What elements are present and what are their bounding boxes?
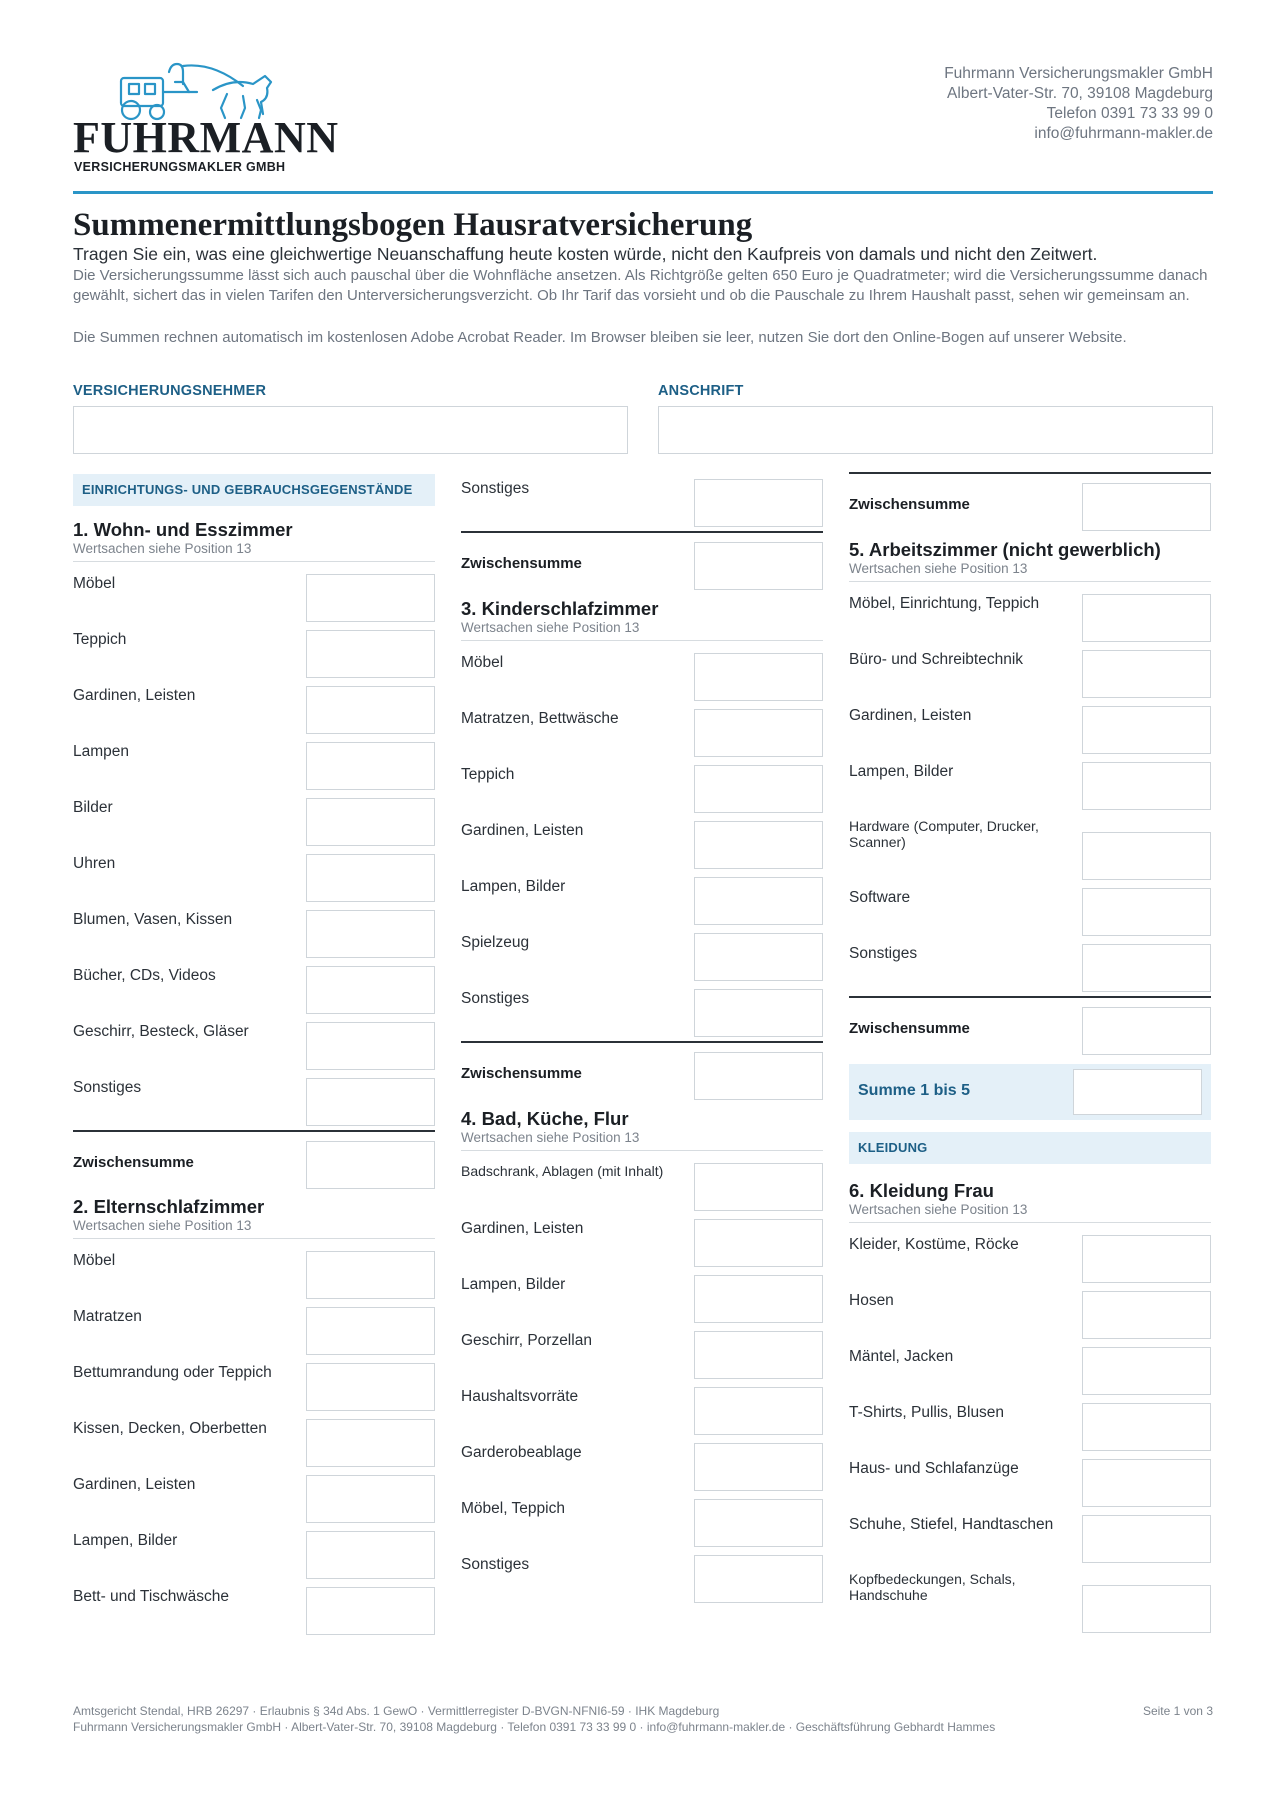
amount-input[interactable]: [306, 1078, 435, 1126]
item-label: Gardinen, Leisten: [73, 1476, 196, 1493]
item-row: [461, 989, 823, 1038]
subtotal-field: [1082, 483, 1211, 531]
item-label: Möbel: [461, 654, 504, 671]
item-label: Garderobeablage: [461, 1444, 582, 1461]
item-row: [849, 706, 1211, 755]
item-label: Badschrank, Ablagen (mit Inhalt): [461, 1163, 664, 1179]
amount-input[interactable]: [306, 1587, 435, 1635]
item-label: Möbel: [73, 575, 116, 592]
amount-input[interactable]: [306, 798, 435, 846]
amount-input[interactable]: [1082, 832, 1211, 880]
amount-input[interactable]: [306, 1419, 435, 1467]
item-row: [849, 762, 1211, 811]
group-hint: Wertsachen siehe Position 13: [461, 1130, 640, 1145]
item-label: Haus- und Schlafanzüge: [849, 1460, 1019, 1477]
subtotal-row-3: [461, 1041, 823, 1097]
company-email[interactable]: info@fuhrmann-makler.de: [1034, 125, 1213, 142]
holder-label: VERSICHERUNGSNEHMER: [73, 383, 267, 399]
info-acrobat: Die Summen rechnen automatisch im kostenlosen Adobe Acrobat Reader. Im Browser bleiben sie leer, nutzen Sie dort den Online-Bogen auf unserer Website.: [73, 329, 1127, 346]
amount-input[interactable]: [1082, 944, 1211, 992]
amount-input[interactable]: [1082, 594, 1211, 642]
amount-input[interactable]: [694, 1387, 823, 1435]
item-label: Lampen, Bilder: [461, 1276, 566, 1293]
amount-input[interactable]: [1082, 1347, 1211, 1395]
section-header-kleidung: KLEIDUNG: [849, 1132, 1211, 1164]
group-title: 6. Kleidung Frau: [849, 1180, 994, 1201]
item-row: [461, 765, 823, 814]
item-label: Matratzen: [73, 1308, 142, 1325]
item-label: Kopfbedeckungen, Schals, Handschuhe: [849, 1571, 1016, 1603]
item-row: [461, 821, 823, 870]
group-header-6: [849, 1180, 1211, 1223]
group-header-2: [73, 1196, 435, 1239]
item-row: [73, 574, 435, 623]
item-row: [849, 1347, 1211, 1396]
item-row: [849, 944, 1211, 993]
item-row: [73, 1251, 435, 1300]
amount-input[interactable]: [694, 653, 823, 701]
item-label: Gardinen, Leisten: [461, 822, 584, 839]
item-row: [461, 1163, 823, 1212]
subtotal-label: Zwischensumme: [461, 1065, 582, 1082]
item-row: [849, 818, 1211, 882]
item-row: [849, 594, 1211, 643]
amount-input[interactable]: [306, 1475, 435, 1523]
item-row: [461, 479, 823, 528]
amount-input[interactable]: [306, 1363, 435, 1411]
amount-input[interactable]: [1082, 1515, 1211, 1563]
subtotal-field: [694, 1052, 823, 1100]
page-footer: [73, 1704, 1213, 1735]
item-label: Lampen, Bilder: [73, 1532, 178, 1549]
item-label: Software: [849, 889, 911, 906]
item-row: [461, 933, 823, 982]
header-divider: [73, 191, 1213, 194]
amount-input[interactable]: [694, 765, 823, 813]
item-label: Bilder: [73, 799, 113, 816]
group-title: 4. Bad, Küche, Flur: [461, 1108, 629, 1129]
item-label: Bett- und Tischwäsche: [73, 1588, 229, 1605]
item-row: [849, 1235, 1211, 1284]
company-street: Albert-Vater-Str. 70, 39108 Magdeburg: [947, 85, 1213, 102]
item-row: [461, 709, 823, 758]
lead-text: Tragen Sie ein, was eine gleichwertige Neuanschaffung heute kosten würde, nicht den Kaufpreis von damals und nicht den Zeitwert.: [73, 244, 1098, 264]
item-label: T-Shirts, Pullis, Blusen: [849, 1404, 1005, 1421]
group-header-1: [73, 519, 435, 562]
amount-input[interactable]: [1082, 1291, 1211, 1339]
item-label: Teppich: [461, 766, 515, 783]
amount-input[interactable]: [694, 709, 823, 757]
amount-input[interactable]: [694, 877, 823, 925]
group-title: 2. Elternschlafzimmer: [73, 1196, 265, 1217]
amount-input[interactable]: [694, 989, 823, 1037]
amount-input[interactable]: [306, 1307, 435, 1355]
sum-field: [1073, 1069, 1202, 1115]
item-label: Sonstiges: [461, 480, 530, 497]
item-row: [461, 1443, 823, 1492]
item-label: Möbel, Teppich: [461, 1500, 565, 1517]
item-label: Sonstiges: [461, 1556, 530, 1573]
group-title: 3. Kinderschlafzimmer: [461, 598, 659, 619]
item-row: [849, 1571, 1211, 1635]
amount-input[interactable]: [306, 1022, 435, 1070]
item-label: Sonstiges: [73, 1079, 142, 1096]
group-header-3: [461, 598, 823, 641]
amount-input[interactable]: [306, 630, 435, 678]
item-row: [73, 1475, 435, 1524]
item-label: Kleider, Kostüme, Röcke: [849, 1236, 1019, 1253]
logo-subtitle: VERSICHERUNGSMAKLER GMBH: [74, 160, 286, 174]
item-label: Haushaltsvorräte: [461, 1388, 579, 1405]
group-hint: Wertsachen siehe Position 13: [849, 1202, 1028, 1217]
item-row: [461, 877, 823, 926]
company-logo: [73, 60, 339, 178]
footer-legal: Amtsgericht Stendal, HRB 26297 · Erlaubnis § 34d Abs. 1 GewO · Vermittlerregister D-BVGN-NFNI6-59 · IHK Magdeburg: [73, 1704, 720, 1718]
item-label: Mäntel, Jacken: [849, 1348, 954, 1365]
item-row: [849, 1291, 1211, 1340]
item-row: [73, 742, 435, 791]
group-header-5: [849, 539, 1211, 582]
item-row: [73, 630, 435, 679]
amount-input[interactable]: [306, 686, 435, 734]
item-row: [461, 1275, 823, 1324]
amount-input[interactable]: [306, 1251, 435, 1299]
item-row: [461, 1555, 823, 1604]
item-label: Teppich: [73, 631, 127, 648]
amount-input[interactable]: [694, 479, 823, 527]
company-name: Fuhrmann Versicherungsmakler GmbH: [944, 65, 1213, 82]
item-row: [73, 1078, 435, 1127]
item-row: [73, 1587, 435, 1636]
subtotal-row-5: [849, 996, 1211, 1052]
subtotal-row-2: [461, 531, 823, 587]
amount-input[interactable]: [306, 910, 435, 958]
subtotal-field: [1082, 1007, 1211, 1055]
item-row: [73, 910, 435, 959]
item-row: [849, 1403, 1211, 1452]
item-row: [849, 1459, 1211, 1508]
item-row: [73, 1419, 435, 1468]
group-hint: Wertsachen siehe Position 13: [461, 620, 640, 635]
item-row: [73, 686, 435, 735]
item-label: Hosen: [849, 1292, 894, 1309]
amount-input[interactable]: [694, 1499, 823, 1547]
page-number: Seite 1 von 3: [1142, 1704, 1213, 1718]
item-row: [73, 854, 435, 903]
item-row: [849, 888, 1211, 937]
item-row: [849, 650, 1211, 699]
page-title: Summenermittlungsbogen Hausratversicherung: [73, 207, 753, 243]
amount-input[interactable]: [306, 574, 435, 622]
subtotal-label: Zwischensumme: [73, 1154, 194, 1171]
item-row: [73, 1307, 435, 1356]
address-label: ANSCHRIFT: [658, 383, 744, 399]
item-row: [461, 1499, 823, 1548]
amount-input[interactable]: [306, 742, 435, 790]
item-label: Möbel, Einrichtung, Teppich: [849, 595, 1040, 612]
item-label: Sonstiges: [461, 990, 530, 1007]
item-row: [73, 1363, 435, 1412]
subtotal-field: [694, 542, 823, 590]
item-label: Sonstiges: [849, 945, 918, 962]
amount-input[interactable]: [306, 966, 435, 1014]
amount-input[interactable]: [694, 1443, 823, 1491]
subtotal-label: Zwischensumme: [849, 1020, 970, 1037]
subtotal-field: [306, 1141, 435, 1189]
company-phone: Telefon 0391 73 33 99 0: [1046, 105, 1213, 122]
item-row: [849, 1515, 1211, 1564]
holder-field[interactable]: [73, 406, 628, 454]
subtotal-label: Zwischensumme: [461, 555, 582, 572]
amount-input[interactable]: [1082, 762, 1211, 810]
amount-input[interactable]: [694, 933, 823, 981]
group-title: 5. Arbeitszimmer (nicht gewerblich): [849, 539, 1161, 560]
sum-label: Summe 1 bis 5: [858, 1082, 971, 1099]
amount-input[interactable]: [1082, 1235, 1211, 1283]
company-address-block: [944, 64, 1213, 144]
section-header-einrichtung: EINRICHTUNGS- UND GEBRAUCHSGEGENSTÄNDE: [73, 474, 435, 506]
logo-wordmark: FUHRMANN: [73, 113, 339, 162]
item-row: [461, 1387, 823, 1436]
item-label: Büro- und Schreibtechnik: [849, 651, 1024, 668]
group-hint: Wertsachen siehe Position 13: [73, 541, 252, 556]
amount-input[interactable]: [694, 1555, 823, 1603]
item-row: [461, 1331, 823, 1380]
amount-input[interactable]: [1082, 1403, 1211, 1451]
item-label: Kissen, Decken, Oberbetten: [73, 1420, 267, 1437]
group-hint: Wertsachen siehe Position 13: [849, 561, 1028, 576]
subtotal-row-4: [849, 472, 1211, 528]
item-label: Schuhe, Stiefel, Handtaschen: [849, 1516, 1054, 1533]
amount-input[interactable]: [306, 1531, 435, 1579]
item-label: Gardinen, Leisten: [849, 707, 972, 724]
amount-input[interactable]: [1082, 650, 1211, 698]
amount-input[interactable]: [1082, 706, 1211, 754]
item-row: [73, 798, 435, 847]
address-field[interactable]: [658, 406, 1213, 454]
item-row: [461, 653, 823, 702]
item-label: Geschirr, Porzellan: [461, 1332, 592, 1349]
item-row: [73, 1022, 435, 1071]
item-label: Lampen: [73, 743, 130, 760]
item-label: Bücher, CDs, Videos: [73, 967, 216, 984]
amount-input[interactable]: [1082, 1585, 1211, 1633]
amount-input[interactable]: [694, 1331, 823, 1379]
subtotal-row-1: [73, 1130, 435, 1186]
group-hint: Wertsachen siehe Position 13: [73, 1218, 252, 1233]
item-label: Blumen, Vasen, Kissen: [73, 911, 233, 928]
amount-input[interactable]: [694, 1163, 823, 1211]
item-row: [73, 1531, 435, 1580]
group-header-4: [461, 1108, 823, 1151]
amount-input[interactable]: [1082, 1459, 1211, 1507]
item-label: Lampen, Bilder: [461, 878, 566, 895]
subtotal-label: Zwischensumme: [849, 496, 970, 513]
amount-input[interactable]: [694, 1219, 823, 1267]
amount-input[interactable]: [694, 821, 823, 869]
item-label: Bettumrandung oder Teppich: [73, 1364, 272, 1381]
item-label: Gardinen, Leisten: [461, 1220, 584, 1237]
item-label: Matratzen, Bettwäsche: [461, 710, 619, 727]
sum-1-5-row: [849, 1064, 1211, 1120]
item-label: Geschirr, Besteck, Gläser: [73, 1023, 249, 1040]
item-label: Möbel: [73, 1252, 116, 1269]
amount-input[interactable]: [306, 854, 435, 902]
item-row: [461, 1219, 823, 1268]
item-label: Gardinen, Leisten: [73, 687, 196, 704]
item-label: Spielzeug: [461, 934, 530, 951]
amount-input[interactable]: [1082, 888, 1211, 936]
info-pauschal: Die Versicherungssumme lässt sich auch pauschal über die Wohnfläche ansetzen. Als Richtgröße gelten 650 Euro je Quadratmeter; wird die Versicherungssumme danach gewählt, sichert das in vielen Tarifen den Unterversicherungsverzicht. Ob Ihr Tarif das vorsieht und ob die Pauschale zu Ihrem Haushalt passt, sehen wir gemeinsam an.: [73, 267, 1208, 304]
item-label: Hardware (Computer, Drucker, Scanner): [849, 818, 1039, 850]
item-row: [73, 966, 435, 1015]
item-label: Lampen, Bilder: [849, 763, 954, 780]
item-label: Uhren: [73, 855, 116, 872]
amount-input[interactable]: [694, 1275, 823, 1323]
footer-contact: Fuhrmann Versicherungsmakler GmbH · Albert-Vater-Str. 70, 39108 Magdeburg · Telefon 0391 73 33 99 0 · info@fuhrmann-makler.de · Geschäftsführung Gebhardt Hammes: [73, 1719, 996, 1734]
group-title: 1. Wohn- und Esszimmer: [73, 519, 293, 540]
